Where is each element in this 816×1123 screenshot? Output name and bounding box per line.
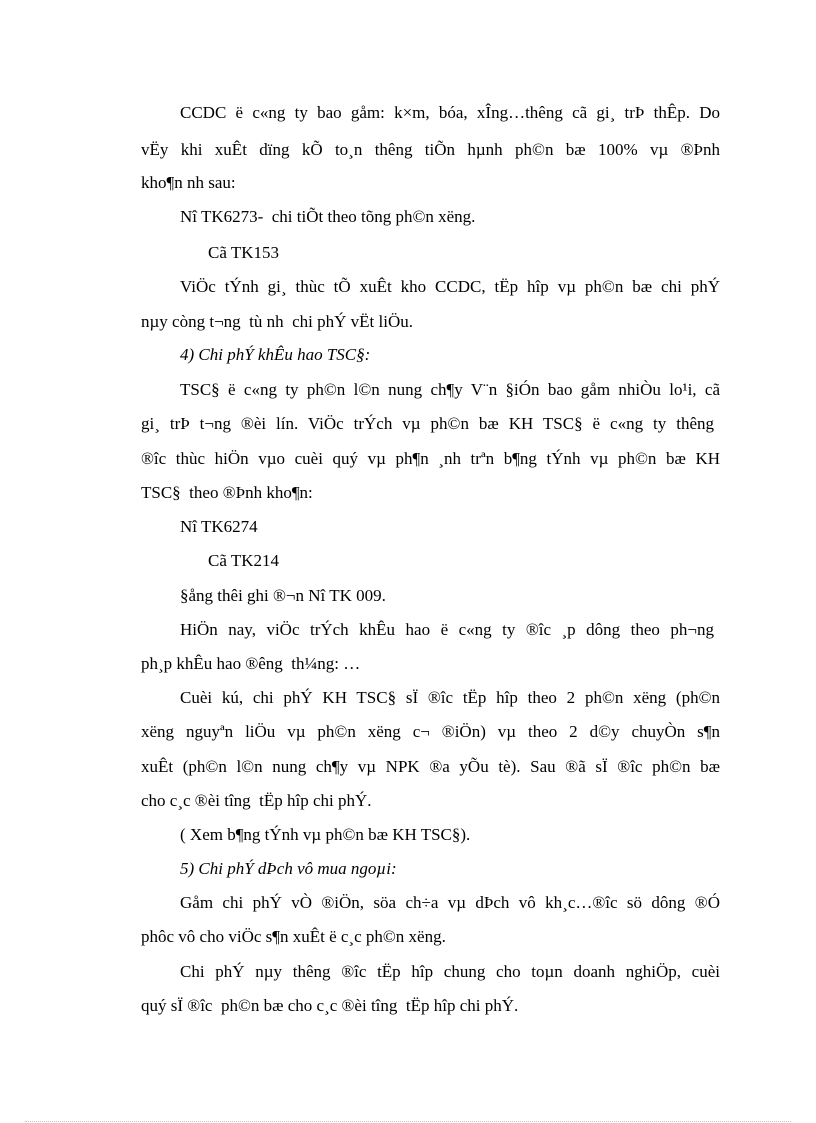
- text-line-13: Nî TK6274: [180, 517, 258, 536]
- text-line-11: ®îc thùc hiÖn vµo cuèi quý vµ ph¶n ¸nh trªn b¶ng tÝnh vµ ph©n bæ KH: [141, 449, 720, 468]
- text-line-18: Cuèi kú, chi phÝ KH TSC§ sÏ ®îc tËp hîp theo 2 ph©n xëng (ph©n: [180, 688, 720, 707]
- text-line-14: Cã TK214: [208, 551, 279, 570]
- text-line-12: TSC§ theo ®Þnh kho¶n:: [141, 483, 313, 502]
- text-line-21: cho c¸c ®èi tîng tËp hîp chi phÝ.: [141, 791, 372, 810]
- text-line-3: kho¶n nh sau:: [141, 173, 236, 192]
- text-line-17: ph¸p khÊu hao ®êng th¼ng: …: [141, 654, 361, 673]
- text-line-7: nµy còng t¬ng tù nh chi phÝ vËt liÖu.: [141, 312, 413, 331]
- section-heading-5: 5) Chi phÝ dÞch vô mua ngoµi:: [180, 859, 397, 878]
- text-line-9: TSC§ ë c«ng ty ph©n l©n nung ch¶y V¨n §iÓn bao gåm nhiÒu lo¹i, cã: [180, 380, 720, 399]
- text-line-6: ViÖc tÝnh gi¸ thùc tÕ xuÊt kho CCDC, tËp hîp vµ ph©n bæ chi phÝ: [180, 277, 720, 296]
- text-line-2: vËy khi xuÊt dïng kÕ to¸n thêng tiÕn hµnh ph©n bæ 100% vµ ®Þnh: [141, 140, 720, 159]
- text-line-5: Cã TK153: [208, 243, 279, 262]
- text-line-10: gi¸ trÞ t¬ng ®èi lín. ViÖc trÝch vµ ph©n bæ KH TSC§ ë c«ng ty thêng: [141, 414, 714, 433]
- text-line-22: ( Xem b¶ng tÝnh vµ ph©n bæ KH TSC§).: [180, 825, 471, 844]
- text-line-26: Chi phÝ nµy thêng ®îc tËp hîp chung cho toµn doanh nghiÖp, cuèi: [180, 962, 720, 981]
- text-line-1: CCDC ë c«ng ty bao gåm: k×m, bóa, xÎng…thêng cã gi¸ trÞ thÊp. Do: [180, 103, 720, 122]
- text-line-15: §ång thêi ghi ®¬n Nî TK 009.: [180, 586, 386, 605]
- text-line-24: Gåm chi phÝ vÒ ®iÖn, söa ch÷a vµ dÞch vô kh¸c…®îc sö dông ®Ó: [180, 893, 720, 912]
- text-line-20: xuÊt (ph©n l©n nung ch¶y vµ NPK ®a yÕu tè). Sau ®ã sÏ ®îc ph©n bæ: [141, 757, 720, 776]
- page-bottom-border: [25, 1121, 791, 1122]
- text-line-19: xëng nguyªn liÖu vµ ph©n xëng c¬ ®iÖn) vµ theo 2 d©y chuyÒn s¶n: [141, 722, 720, 741]
- text-line-25: phôc vô cho viÖc s¶n xuÊt ë c¸c ph©n xëng.: [141, 927, 446, 946]
- text-line-4: Nî TK6273- chi tiÕt theo tõng ph©n xëng.: [180, 207, 476, 226]
- text-line-27: quý sÏ ®îc ph©n bæ cho c¸c ®èi tîng tËp hîp chi phÝ.: [141, 996, 519, 1015]
- text-line-16: HiÖn nay, viÖc trÝch khÊu hao ë c«ng ty ®îc ¸p dông theo ph¬ng: [180, 620, 714, 639]
- section-heading-4: 4) Chi phÝ khÊu hao TSC§:: [180, 345, 371, 364]
